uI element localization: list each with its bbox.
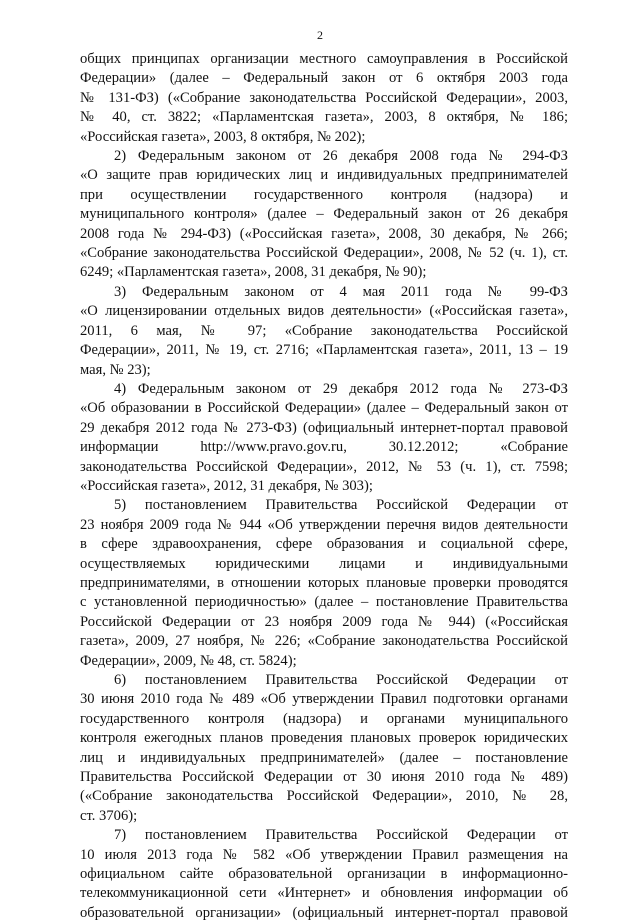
paragraph-1 — [80, 50, 568, 147]
text-line: телекоммуникационной сети «Интернет» и обновления информации об — [80, 885, 568, 902]
text-line: контроля ежегодных планов проведения плановых проверок юридических — [80, 730, 568, 747]
text-line: законодательства Российской Федерации», 2012, № 53 (ч. 1), ст. 7598; — [80, 458, 568, 475]
text-line: государственного контроля (надзора) и органами муниципального — [80, 710, 568, 727]
text-line: общих принципах организации местного самоуправления в Российской — [80, 51, 568, 67]
paragraph-5 — [80, 496, 568, 671]
text-line: «Собрание законодательства Российской Федерации», 2008, № 52 (ч. 1), ст. — [80, 245, 568, 262]
document-body — [80, 50, 568, 923]
text-line: 10 июля 2013 года № 582 «Об утверждении Правил размещения на — [80, 846, 568, 863]
text-line: 2011, 6 мая, № 97; «Собрание законодательства Российской — [80, 322, 568, 339]
text-line: информации http://www.pravo.gov.ru, 30.12.2012; «Собрание — [80, 439, 568, 456]
text-line: Федерации», 2009, № 48, ст. 5824); — [80, 652, 297, 669]
text-line: «О лицензировании отдельных видов деятельности» («Российская газета», — [80, 303, 568, 320]
text-line: осуществляемых юридическими лицами и индивидуальными — [80, 555, 568, 572]
text-line: муниципального контроля» (далее – Федеральный закон от 26 декабря — [80, 206, 568, 223]
text-line: «Российская газета», 2003, 8 октября, № 202); — [80, 128, 366, 145]
paragraph-7 — [80, 826, 568, 923]
text-line: Федерации» (далее – Федеральный закон от 6 октября 2003 года — [80, 70, 568, 87]
text-line: 3) Федеральным законом от 4 мая 2011 года № 99-ФЗ — [114, 283, 568, 300]
text-line: официальном сайте образовательной организации в информационно- — [80, 866, 568, 883]
text-line: «Об образовании в Российской Федерации» (далее – Федеральный закон от — [80, 400, 568, 417]
text-line: «О защите прав юридических лиц и индивидуальных предпринимателей — [80, 167, 568, 184]
text-line: Правительства Российской Федерации от 30 июня 2010 года № 489) — [80, 769, 568, 786]
paragraph-4 — [80, 380, 568, 496]
page-number: 2 — [317, 28, 323, 42]
text-line: 4) Федеральным законом от 29 декабря 2012 года № 273-ФЗ — [114, 380, 568, 397]
text-line: 5) постановлением Правительства Российской Федерации от — [114, 497, 568, 514]
text-line: 23 ноября 2009 года № 944 «Об утверждении перечня видов деятельности — [80, 516, 568, 533]
text-line: 2) Федеральным законом от 26 декабря 2008 года № 294-ФЗ — [114, 148, 568, 165]
text-line: мая, № 23); — [80, 361, 151, 378]
text-line: лиц и индивидуальных предпринимателей» (далее – постановление — [80, 749, 568, 766]
paragraph-3 — [80, 283, 568, 380]
paragraph-6 — [80, 671, 568, 826]
text-line: предпринимателями, в отношении которых плановые проверки проводятся — [80, 574, 568, 591]
text-line: 30 июня 2010 года № 489 «Об утверждении Правил подготовки органами — [80, 691, 568, 708]
text-line: «Российская газета», 2012, 31 декабря, № 303); — [80, 477, 373, 494]
text-line: газета», 2009, 27 ноября, № 226; «Собрание законодательства Российской — [80, 633, 568, 650]
text-line: 7) постановлением Правительства Российской Федерации от — [114, 827, 568, 844]
text-line: при осуществлении государственного контроля (надзора) и — [80, 186, 568, 203]
text-line: 6249; «Парламентская газета», 2008, 31 декабря, № 90); — [80, 264, 427, 281]
text-line: № 40, ст. 3822; «Парламентская газета», 2003, 8 октября, № 186; — [80, 109, 568, 126]
text-line: 6) постановлением Правительства Российской Федерации от — [114, 672, 568, 688]
text-line: 2008 года № 294-ФЗ) («Российская газета», 2008, 30 декабря, № 266; — [80, 225, 568, 242]
text-line: Российской Федерации от 23 ноября 2009 года № 944) («Российская — [80, 613, 568, 630]
text-line: («Собрание законодательства Российской Федерации», 2010, № 28, — [80, 788, 568, 805]
text-line: с установленной периодичностью» (далее – постановление Правительства — [80, 594, 568, 611]
text-line: № 131-ФЗ) («Собрание законодательства Российской Федерации», 2003, — [80, 89, 568, 106]
paragraph-2 — [80, 147, 568, 283]
text-line: 29 декабря 2012 года № 273-ФЗ) (официальный интернет-портал правовой — [80, 419, 568, 436]
text-line: Федерации», 2011, № 19, ст. 2716; «Парламентская газета», 2011, 13 – 19 — [80, 342, 568, 359]
text-line: образовательной организации» (официальный интернет-портал правовой — [80, 904, 568, 921]
text-line: ст. 3706); — [80, 807, 138, 824]
text-line: в сфере здравоохранения, сфере образования и социальной сфере, — [80, 536, 568, 553]
